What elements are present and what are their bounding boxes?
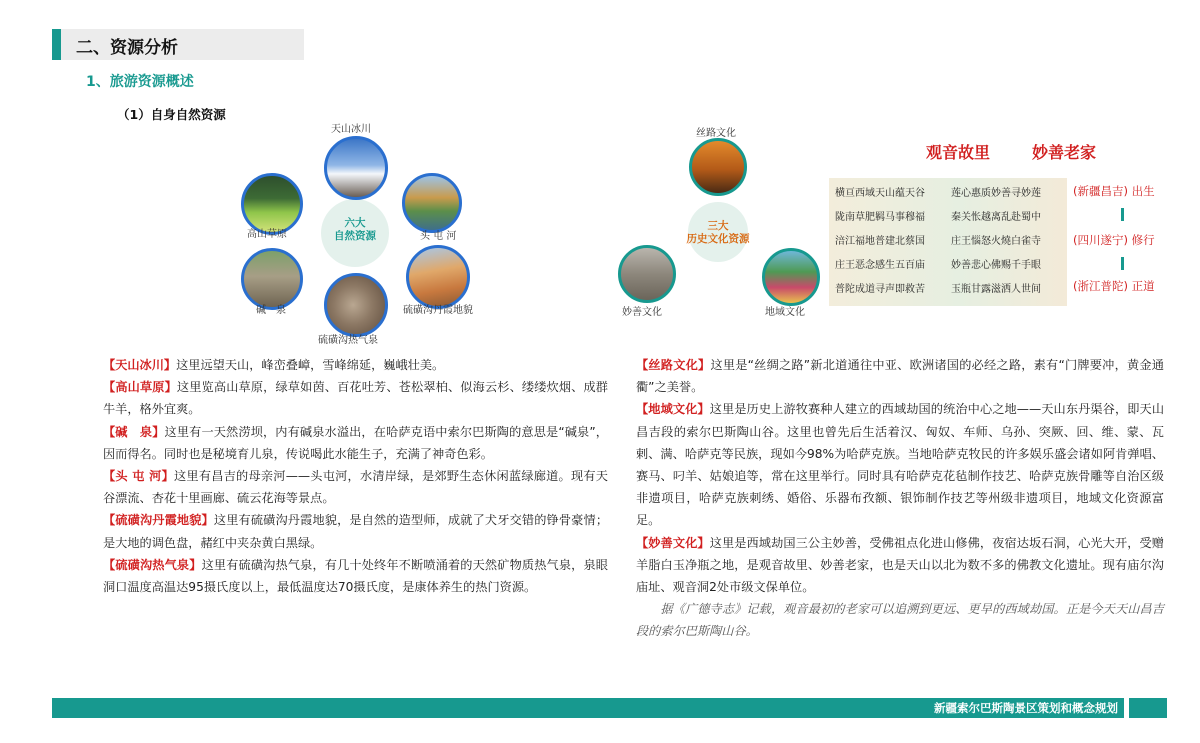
node-label-hotspring: 硫磺沟热气泉 (318, 335, 378, 346)
section-accent-mark (52, 29, 61, 60)
node-label-river: 头 屯 河 (420, 231, 457, 242)
subsub-title: （1）自身自然资源 (117, 107, 226, 122)
para-miaoshan-culture: 【妙善文化】这里是西域劫国三公主妙善，受佛祖点化进山修佛，夜宿达坂石洞，心光大开，受赠羊脂白玉净瓶之地，是观音故里、妙善老家，也是天山以北为数不多的佛教文化遗址。现有庙尔沟庙址、观音洞2处市级文保单位。 (636, 535, 1164, 595)
regional-culture-photo (762, 248, 820, 306)
nature-resource-diagram (230, 115, 500, 350)
danxia-photo (406, 245, 470, 309)
subsection-title: 1、旅游资源概述 (86, 74, 194, 90)
poem-line: 涪江福地普建北蔡国 (835, 236, 925, 247)
node-label-alkali-spring: 碱 泉 (256, 305, 286, 316)
node-label-glacier: 天山冰川 (331, 124, 371, 135)
para-silk-road: 【丝路文化】这里是“丝绸之路”新北道通往中亚、欧洲诸国的必经之路，素有“门牌要冲，黄金通衢”之美誉。 (636, 358, 1164, 395)
left-text-column (103, 354, 608, 598)
node-label-miaoshan-culture: 妙善文化 (622, 307, 662, 318)
glacier-photo (324, 136, 388, 200)
guanyin-poem-panel (829, 178, 1067, 306)
poem-line: 陇南草肥羁马事穆福 (835, 212, 925, 223)
node-label-regional-culture: 地域文化 (765, 307, 805, 318)
trail-birth: (新疆昌吉) 出生 (1073, 184, 1155, 198)
guanyin-title-left: 观音故里 (926, 143, 991, 162)
poem-line: 妙善悲心佛赐千手眼 (951, 260, 1041, 271)
node-label-grassland: 高山草原 (247, 229, 287, 240)
para-regional-culture: 【地域文化】这里是历史上游牧赛种人建立的西域劫国的统治中心之地——天山东丹渠谷，即天山昌吉段的索尔巴斯陶山谷。这里也曾先后生活着汉、匈奴、车师、乌孙、突厥、回、维、蒙、瓦剌、满、哈萨克等民族，现如今98%为哈萨克族。当地哈萨克牧民的许多娱乐盛会诸如阿肯弹唱、赛马、叼羊、姑娘追等，常在这里举行。同时具有哈萨克花毡制作技艺、哈萨克族骨雕等自治区级非遗项目，哈萨克族刺绣、婚俗、乐器布孜额、银饰制作技艺等州级非遗项目，地域文化资源富足。 (636, 402, 1165, 528)
poem-line: 莲心惠质妙善寻妙莲 (951, 188, 1041, 199)
poem-line: 普陀成道寻声即救苦 (835, 284, 925, 295)
silk-road-photo (689, 138, 747, 196)
para-alkali-spring: 【碱 泉】这里有一天然涝坝，内有碱泉水溢出，在哈萨克语中索尔巴斯陶的意思是“碱泉”，因而得名。同时也是秘境育儿泉，传说喝此水能生子，充满了神奇色彩。 (103, 424, 608, 461)
para-glacier: 【天山冰川】这里远望天山，峰峦叠嶂，雪峰绵延，巍峨壮美。 (103, 358, 445, 372)
guanyin-title-right: 妙善老家 (1032, 143, 1097, 162)
culture-resource-diagram (614, 120, 824, 320)
node-label-danxia: 硫磺沟丹霞地貌 (403, 305, 473, 316)
para-river: 【头 屯 河】这里有昌吉的母亲河——头屯河，水清岸绿，是郊野生态休闲蓝绿廊道。现有天谷漂流、杏花十里画廊、硫云花海等景点。 (103, 469, 608, 506)
trail-connector (1121, 257, 1124, 270)
right-text-column (636, 354, 1164, 643)
trail-enlightenment: (浙江普陀) 正道 (1073, 279, 1155, 293)
poem-line: 庄王恶念感生五百庙 (835, 260, 925, 271)
para-hotspring: 【硫磺沟热气泉】这里有硫磺沟热气泉，有几十处终年不断喷涌着的天然矿物质热气泉，泉眼洞口温度高温达95摄氏度以上，最低温度达70摄氏度，是康体养生的热门资源。 (103, 557, 608, 595)
poem-line: 玉瓶甘露滋洒人世间 (951, 284, 1041, 295)
footer-project-title: 新疆索尔巴斯陶景区策划和概念规划 (934, 701, 1118, 715)
poem-line: 庄王惱怒火燒白雀寺 (951, 236, 1041, 247)
hotspring-photo (324, 273, 388, 337)
poem-line: 秦关怅越离乱赴蜀中 (951, 212, 1041, 223)
trail-practice: (四川遂宁) 修行 (1073, 233, 1155, 247)
trail-connector (1121, 208, 1124, 221)
section-title: 二、资源分析 (76, 38, 178, 58)
footer-cap (1129, 698, 1167, 718)
nature-center-label: 六大 自然资源 (334, 217, 376, 242)
river-photo (402, 173, 462, 233)
para-grassland: 【高山草原】这里览高山草原，绿草如茵、百花吐芳、苍松翠柏、似海云杉、缕缕炊烟、成群牛羊，格外宜爽。 (103, 380, 608, 417)
poem-line: 横亘西域天山蕴天谷 (835, 188, 925, 199)
quote-guangde-temple: 据《广德寺志》记载，观音最初的老家可以追溯到更远、更早的西域劫国。正是今天天山昌吉段的索尔巴斯陶山谷。 (636, 602, 1164, 639)
para-danxia: 【硫磺沟丹霞地貌】这里有硫磺沟丹霞地貌，是自然的造型师，成就了犬牙交错的铮骨豪情；是大地的调色盘，赭红中夹杂黄白黑绿。 (103, 513, 609, 550)
node-label-silk-road: 丝路文化 (696, 128, 736, 139)
miaoshan-culture-photo (618, 245, 676, 303)
culture-center-label: 三大 历史文化资源 (686, 220, 750, 245)
